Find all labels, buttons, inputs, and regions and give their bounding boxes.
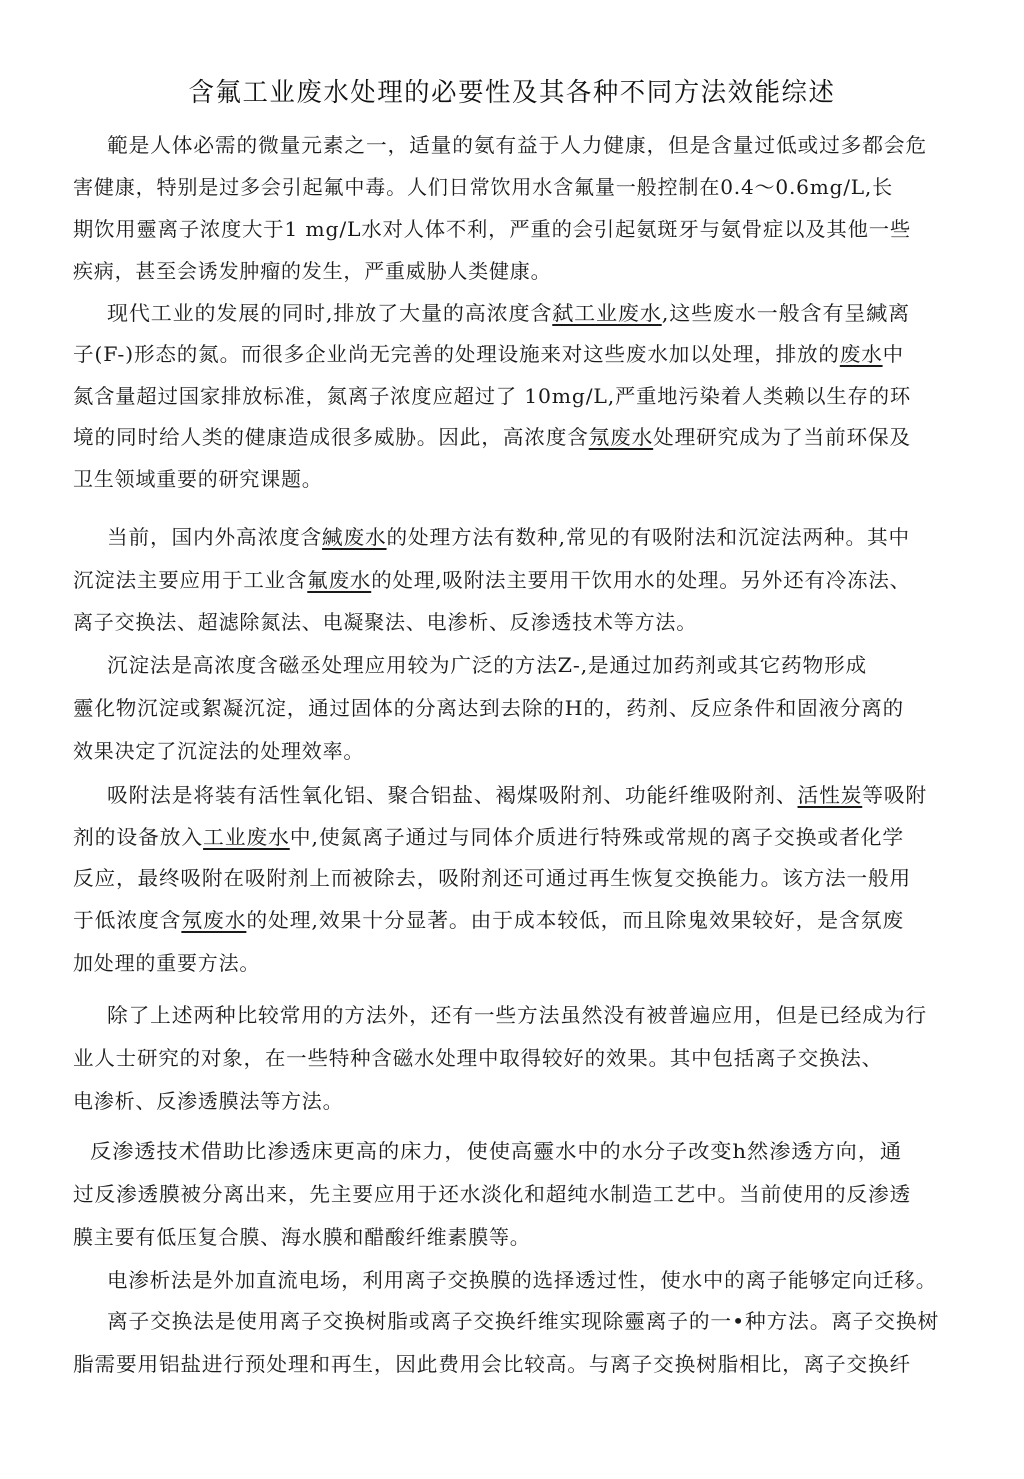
text-segment: 中 [882,342,904,366]
underlined-term: 氖废水 [588,425,654,449]
text-segment: 剂的设备放入 [73,825,204,849]
text-line [73,172,893,202]
text-segment: 处理研究成为了当前环保及 [653,425,911,449]
text-segment: 的处理,吸附法主要用干饮用水的处理。另外还有冷冻法、 [371,568,912,592]
text-segment: 沉淀法主要应用于工业含 [73,568,308,592]
text-segment: 电渗析法是外加直流电场，利用离子交换膜的选择透过性，使水中的离子能够定向迁移。 [107,1268,937,1292]
text-segment: 等吸附 [862,783,927,807]
underlined-term: 废水 [839,342,883,366]
text-line [73,381,911,411]
text-segment: 膜主要有低压复合膜、海水膜和醋酸纤维素膜等。 [73,1225,531,1249]
text-segment: 靈化物沉淀或絮凝沉淀，通过固体的分离达到去除的H的，药剂、反应条件和固液分离的 [73,696,904,720]
text-segment: 效果决定了沉淀法的处理效率。 [73,739,365,763]
text-segment: 吸附法是将装有活性氧化铝、聚合铝盐、褐煤吸附剂、功能纤维吸附剂、 [107,783,798,807]
text-line [73,863,911,893]
text-segment: 的处理,效果十分显著。由于成本较低，而且除鬼效果较好，是含氛废 [246,908,904,932]
text-segment: 的处理方法有数种,常见的有吸附法和沉淀法两种。其中 [386,525,910,549]
text-segment: 于低浓度含 [73,908,182,932]
underlined-term: 活性炭 [797,783,863,807]
text-segment: 反渗透技术借助比渗透床更高的床力，使使高靈水中的水分子改变h然渗透方向，通 [90,1139,902,1163]
text-segment: 子(F-)形态的氮。而很多企业尚无完善的处理设施来对这些废水加以处理，排放的 [73,342,840,366]
underlined-term: 氟废水 [307,568,372,592]
text-segment: 害健康，特别是过多会引起氟中毒。人们日常饮用水含氟量一般控制在0.4〜0.6mg/L,长 [73,175,893,199]
text-line [73,736,364,766]
text-line [73,565,911,595]
text-line [73,905,904,935]
text-segment: 反应，最终吸附在吸附剂上而被除去，吸附剂还可通过再生恢复交换能力。该方法一般用 [73,866,911,890]
text-line [107,130,927,160]
text-line [107,298,910,328]
underlined-term: 弑工业废水 [552,301,662,325]
page-title: 含氟工业废水处理的必要性及其各种不同方法效能综述 [188,78,836,108]
text-segment: 沉淀法是高浓度含磁丞处理应用较为广泛的方法Z-,是通过加药剂或其它药物形成 [107,653,867,677]
text-line [73,1179,911,1209]
text-line [73,948,260,978]
text-line [73,214,911,244]
text-line [73,464,323,494]
text-segment: 离子交换法是使用离子交换树脂或离子交换纤维实现除靈离子的一•种方法。离子交换树 [107,1309,939,1333]
text-segment: 当前，国内外高浓度含 [107,525,323,549]
text-segment: 加处理的重要方法。 [73,951,261,975]
text-segment: 过反渗透膜被分离出来，先主要应用于还水淡化和超纯水制造工艺中。当前使用的反渗透 [73,1182,911,1206]
text-segment: 现代工业的发展的同时,排放了大量的高浓度含 [107,301,553,325]
text-line [107,1265,937,1295]
text-segment: 期饮用靈离子浓度大于1 mg/L水对人体不利，严重的会引起氨斑牙与氨骨症以及其他一些 [73,217,912,241]
text-line [73,1222,531,1252]
text-line [90,1136,902,1166]
text-segment: 中,使氮离子通过与同体介质进行特殊或常规的离子交换或者化学 [289,825,904,849]
underlined-term: 工业废水 [203,825,290,849]
text-line [73,422,911,452]
text-segment: 除了上述两种比较常用的方法外，还有一些方法虽然没有被普遍应用，但是已经成为行 [107,1003,927,1027]
text-segment: 疾病，甚至会诱发肿瘤的发生，严重威胁人类健康。 [73,259,552,283]
text-segment: 脂需要用铝盐进行预处理和再生，因此费用会比较高。与离子交换树脂相比，离子交换纤 [73,1352,911,1376]
text-segment: 业人士研究的对象，在一些特种含磁水处理中取得较好的效果。其中包括离子交换法、 [73,1046,883,1070]
text-line [73,1086,343,1116]
text-line [73,256,551,286]
text-segment: ,这些废水一般含有呈緘离 [661,301,910,325]
text-segment: 氮含量超过国家排放标准，氮离子浓度应超过了 10mg/L,严重地污染着人类赖以生存的环 [73,384,911,408]
text-line [107,780,927,810]
text-line [73,1043,883,1073]
text-line [107,522,910,552]
underlined-term: 氖废水 [181,908,247,932]
text-line [107,650,867,680]
text-line [107,1306,939,1336]
text-segment: 电渗析、反渗透膜法等方法。 [73,1089,344,1113]
text-segment: 离子交换法、超滤除氮法、电凝聚法、电渗析、反渗透技术等方法。 [73,610,697,634]
text-line [73,607,697,637]
text-line [73,1349,911,1379]
underlined-term: 緘废水 [322,525,387,549]
text-line [73,693,904,723]
text-segment: 卫生领域重要的研究课题。 [73,467,323,491]
text-line [107,1000,927,1030]
text-line [73,822,904,852]
text-segment: 境的同时给人类的健康造成很多威胁。因此，高浓度含 [73,425,589,449]
text-segment: 範是人体必需的微量元素之一，适量的氨有益于人力健康，但是含量过低或过多都会危 [107,133,927,157]
text-line [73,339,904,369]
